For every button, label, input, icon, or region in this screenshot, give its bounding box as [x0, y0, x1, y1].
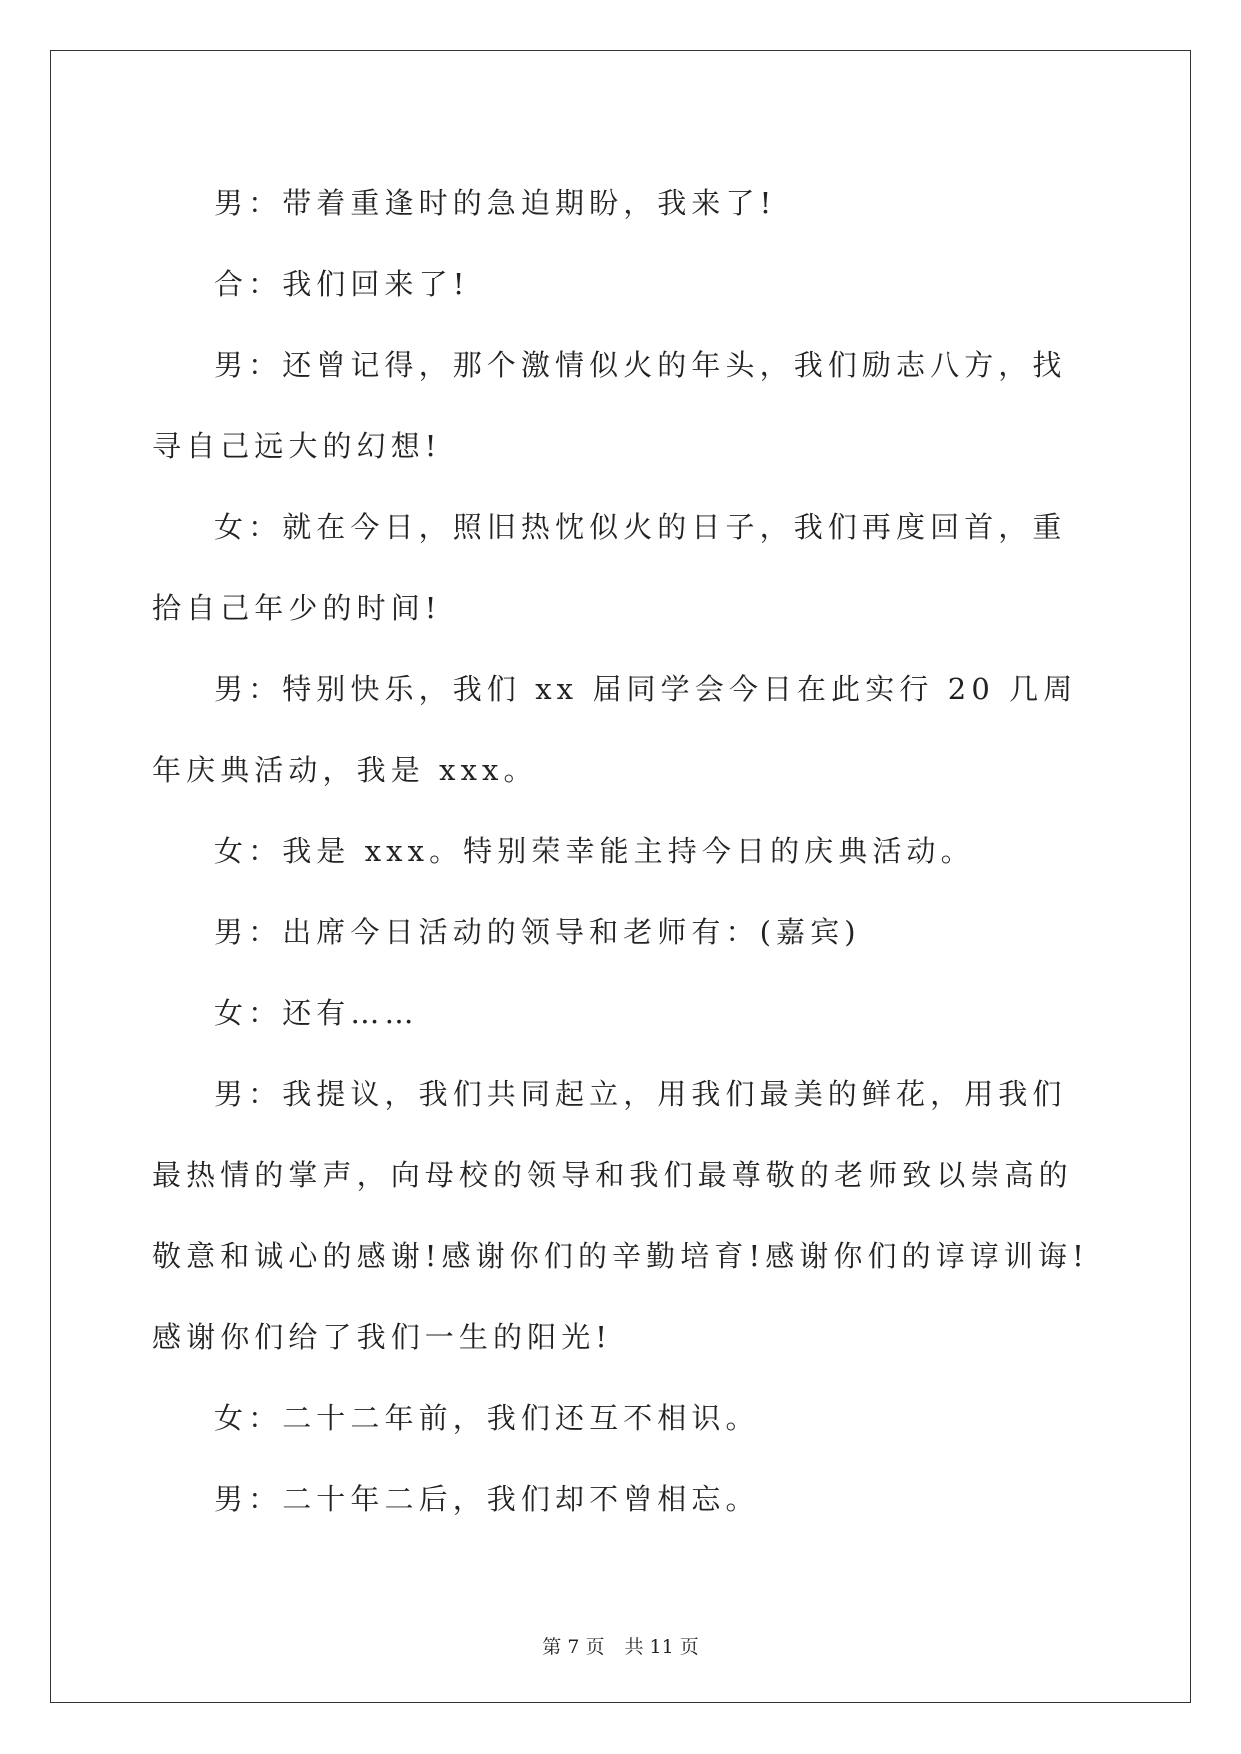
paragraph-10: 女：二十二年前，我们还互不相识。 — [214, 1401, 760, 1435]
document-body — [152, 163, 1092, 1540]
paragraph-4: 女：就在今日，照旧热忱似火的日子，我们再度回首，重拾自己年少的时间! — [152, 510, 1067, 625]
page-number: 第 7 页 — [542, 1636, 605, 1658]
paragraph-6: 女：我是 xxx。特别荣幸能主持今日的庆典活动。 — [214, 834, 975, 868]
paragraph-1: 男：带着重逢时的急迫期盼，我来了! — [214, 186, 777, 220]
page-footer — [0, 1632, 1241, 1659]
paragraph-2: 合：我们回来了! — [214, 267, 470, 301]
paragraph-3: 男：还曾记得，那个激情似火的年头，我们励志八方，找寻自己远大的幻想! — [152, 348, 1067, 463]
paragraph-11: 男：二十年二后，我们却不曾相忘。 — [214, 1482, 760, 1516]
paragraph-8: 女：还有…… — [214, 996, 419, 1030]
paragraph-5: 男：特别快乐，我们 xx 届同学会今日在此实行 20 几周年庆典活动，我是 xxx。 — [152, 672, 1078, 787]
paragraph-7: 男：出席今日活动的领导和老师有：(嘉宾) — [214, 915, 861, 949]
paragraph-9: 男：我提议，我们共同起立，用我们最美的鲜花，用我们最热情的掌声，向母校的领导和我们最尊敬的老师致以崇高的敬意和诚心的感谢!感谢你们的辛勤培育!感谢你们的谆谆训诲!感谢你们给了我们一生的阳光! — [152, 1077, 1089, 1354]
page-total: 共 11 页 — [624, 1636, 699, 1658]
